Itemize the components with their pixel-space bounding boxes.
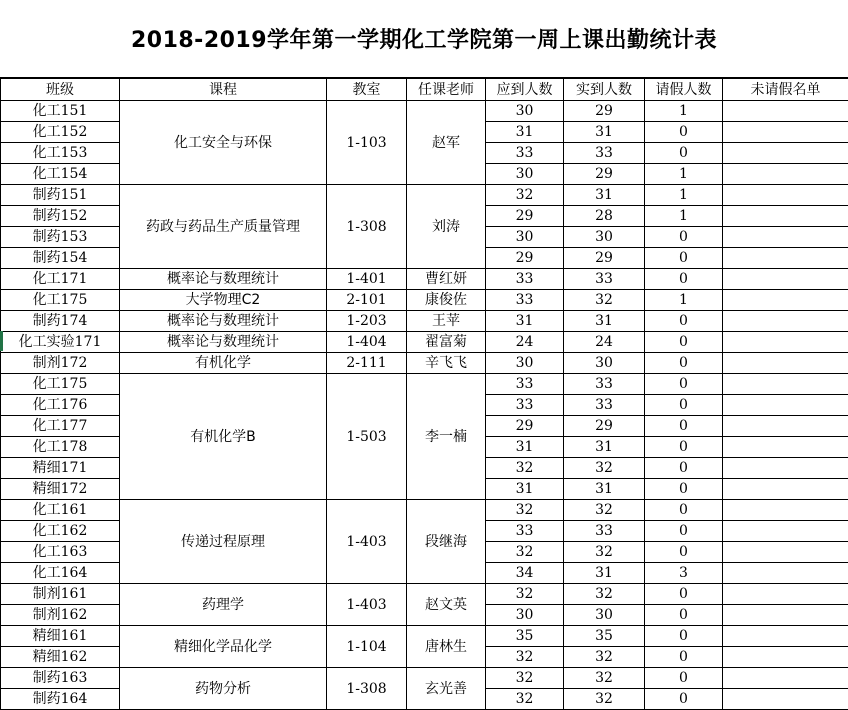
table-row — [1, 626, 848, 647]
cell-actual[interactable]: 32 — [564, 290, 645, 311]
cell-leave[interactable]: 0 — [645, 311, 723, 332]
cell-course[interactable]: 概率论与数理统计 — [120, 332, 327, 353]
cell-expected[interactable]: 33 — [486, 395, 564, 416]
cell-room[interactable]: 1-308 — [327, 185, 407, 269]
cell-actual[interactable]: 31 — [564, 563, 645, 584]
cell-leave[interactable]: 0 — [645, 500, 723, 521]
cell-course[interactable]: 大学物理C2 — [120, 290, 327, 311]
table-row — [1, 311, 848, 332]
cell-absent-list[interactable] — [723, 122, 848, 143]
cell-absent-list[interactable] — [723, 437, 848, 458]
cell-expected[interactable]: 24 — [486, 332, 564, 353]
cell-absent-list[interactable] — [723, 101, 848, 122]
cell-class[interactable]: 化工实验171 — [1, 332, 120, 353]
table-row — [1, 668, 848, 689]
cell-course[interactable]: 有机化学 — [120, 353, 327, 374]
cell-room[interactable]: 1-103 — [327, 101, 407, 185]
cell-actual[interactable]: 29 — [564, 248, 645, 269]
cell-course[interactable]: 化工安全与环保 — [120, 101, 327, 185]
cell-leave[interactable]: 0 — [645, 689, 723, 710]
cell-expected[interactable]: 30 — [486, 353, 564, 374]
cell-leave[interactable]: 1 — [645, 164, 723, 185]
cell-actual[interactable]: 32 — [564, 542, 645, 563]
cell-class[interactable]: 化工163 — [1, 542, 120, 563]
cell-teacher[interactable]: 唐林生 — [407, 626, 486, 668]
table-row — [1, 374, 848, 395]
cell-actual[interactable]: 32 — [564, 458, 645, 479]
table-row — [1, 185, 848, 206]
cell-leave[interactable]: 0 — [645, 395, 723, 416]
cell-expected[interactable]: 32 — [486, 647, 564, 668]
cell-class[interactable]: 化工162 — [1, 521, 120, 542]
cell-teacher[interactable]: 曹红妍 — [407, 269, 486, 290]
cell-teacher[interactable]: 段继海 — [407, 500, 486, 584]
cell-actual[interactable]: 32 — [564, 668, 645, 689]
cell-leave[interactable]: 0 — [645, 143, 723, 164]
table-row — [1, 290, 848, 311]
cell-expected[interactable]: 33 — [486, 374, 564, 395]
cell-leave[interactable]: 1 — [645, 206, 723, 227]
cell-class[interactable]: 制药152 — [1, 206, 120, 227]
cell-expected[interactable]: 31 — [486, 437, 564, 458]
cell-actual[interactable]: 32 — [564, 584, 645, 605]
cell-leave[interactable]: 0 — [645, 269, 723, 290]
cell-leave[interactable]: 0 — [645, 668, 723, 689]
cell-class[interactable]: 制剂162 — [1, 605, 120, 626]
cell-absent-list[interactable] — [723, 521, 848, 542]
cell-room[interactable]: 1-503 — [327, 374, 407, 500]
cell-absent-list[interactable] — [723, 479, 848, 500]
cell-expected[interactable]: 32 — [486, 689, 564, 710]
cell-absent-list[interactable] — [723, 416, 848, 437]
cell-leave[interactable]: 1 — [645, 290, 723, 311]
cell-absent-list[interactable] — [723, 164, 848, 185]
cell-class[interactable]: 制药164 — [1, 689, 120, 710]
attendance-table — [0, 78, 848, 710]
cell-class[interactable]: 制剂161 — [1, 584, 120, 605]
cell-course[interactable]: 概率论与数理统计 — [120, 311, 327, 332]
cell-teacher[interactable]: 赵文英 — [407, 584, 486, 626]
cell-expected[interactable]: 35 — [486, 626, 564, 647]
cell-class[interactable]: 制剂172 — [1, 353, 120, 374]
cell-class[interactable]: 制药174 — [1, 311, 120, 332]
cell-expected[interactable]: 34 — [486, 563, 564, 584]
cell-actual[interactable]: 28 — [564, 206, 645, 227]
cell-class[interactable]: 精细171 — [1, 458, 120, 479]
cell-room[interactable]: 1-404 — [327, 332, 407, 353]
cell-class[interactable]: 化工161 — [1, 500, 120, 521]
cell-expected[interactable]: 30 — [486, 164, 564, 185]
cell-leave[interactable]: 0 — [645, 521, 723, 542]
cell-leave[interactable]: 0 — [645, 353, 723, 374]
table-row — [1, 500, 848, 521]
cell-class[interactable]: 精细172 — [1, 479, 120, 500]
cell-class[interactable]: 化工178 — [1, 437, 120, 458]
table-row — [1, 269, 848, 290]
cell-class[interactable]: 精细161 — [1, 626, 120, 647]
cell-class[interactable]: 制药151 — [1, 185, 120, 206]
cell-teacher[interactable]: 玄光善 — [407, 668, 486, 710]
cell-leave[interactable]: 0 — [645, 248, 723, 269]
cell-actual[interactable]: 33 — [564, 521, 645, 542]
cell-actual[interactable]: 24 — [564, 332, 645, 353]
cell-absent-list[interactable] — [723, 500, 848, 521]
header-teacher[interactable]: 任课老师 — [407, 79, 486, 101]
cell-expected[interactable]: 31 — [486, 479, 564, 500]
cell-absent-list[interactable] — [723, 395, 848, 416]
cell-absent-list[interactable] — [723, 689, 848, 710]
cell-absent-list[interactable] — [723, 206, 848, 227]
cell-actual[interactable]: 29 — [564, 164, 645, 185]
cell-actual[interactable]: 32 — [564, 647, 645, 668]
cell-leave[interactable]: 1 — [645, 185, 723, 206]
cell-leave[interactable]: 3 — [645, 563, 723, 584]
cell-absent-list[interactable] — [723, 563, 848, 584]
cell-course[interactable]: 药政与药品生产质量管理 — [120, 185, 327, 269]
cell-room[interactable]: 1-403 — [327, 584, 407, 626]
cell-leave[interactable]: 0 — [645, 227, 723, 248]
cell-class[interactable]: 化工175 — [1, 290, 120, 311]
cell-room[interactable]: 1-308 — [327, 668, 407, 710]
cell-expected[interactable]: 33 — [486, 143, 564, 164]
cell-expected[interactable]: 29 — [486, 206, 564, 227]
header-expected[interactable]: 应到人数 — [486, 79, 564, 101]
cell-teacher[interactable]: 康俊佐 — [407, 290, 486, 311]
cell-expected[interactable]: 29 — [486, 416, 564, 437]
cell-absent-list[interactable] — [723, 248, 848, 269]
cell-leave[interactable]: 0 — [645, 374, 723, 395]
cell-class[interactable]: 化工175 — [1, 374, 120, 395]
cell-expected[interactable]: 32 — [486, 542, 564, 563]
cell-actual[interactable]: 33 — [564, 269, 645, 290]
cell-actual[interactable]: 31 — [564, 311, 645, 332]
header-class[interactable]: 班级 — [1, 79, 120, 101]
cell-class[interactable]: 化工176 — [1, 395, 120, 416]
cell-actual[interactable]: 31 — [564, 185, 645, 206]
table-row — [1, 101, 848, 122]
cell-actual[interactable]: 30 — [564, 605, 645, 626]
cell-class[interactable]: 精细162 — [1, 647, 120, 668]
cell-room[interactable]: 1-203 — [327, 311, 407, 332]
cell-absent-list[interactable] — [723, 227, 848, 248]
header-room[interactable]: 教室 — [327, 79, 407, 101]
cell-teacher[interactable]: 翟富菊 — [407, 332, 486, 353]
cell-actual[interactable]: 35 — [564, 626, 645, 647]
cell-actual[interactable]: 32 — [564, 500, 645, 521]
cell-absent-list[interactable] — [723, 269, 848, 290]
cell-leave[interactable]: 0 — [645, 605, 723, 626]
cell-room[interactable]: 1-401 — [327, 269, 407, 290]
cell-leave[interactable]: 0 — [645, 584, 723, 605]
cell-expected[interactable]: 33 — [486, 290, 564, 311]
cell-class[interactable]: 化工153 — [1, 143, 120, 164]
table-row — [1, 353, 848, 374]
cell-actual[interactable]: 30 — [564, 353, 645, 374]
cell-expected[interactable]: 32 — [486, 185, 564, 206]
cell-actual[interactable]: 33 — [564, 374, 645, 395]
cell-actual[interactable]: 30 — [564, 227, 645, 248]
cell-class[interactable]: 制药153 — [1, 227, 120, 248]
table-row — [1, 332, 848, 353]
cell-class[interactable]: 化工154 — [1, 164, 120, 185]
cell-class[interactable]: 化工177 — [1, 416, 120, 437]
cell-absent-list[interactable] — [723, 143, 848, 164]
cell-class[interactable]: 化工151 — [1, 101, 120, 122]
sheet-title[interactable]: 2018-2019学年第一学期化工学院第一周上课出勤统计表 — [0, 0, 848, 78]
cell-absent-list[interactable] — [723, 332, 848, 353]
cell-absent-list[interactable] — [723, 668, 848, 689]
cell-class[interactable]: 制药154 — [1, 248, 120, 269]
cell-leave[interactable]: 0 — [645, 479, 723, 500]
cell-room[interactable]: 2-111 — [327, 353, 407, 374]
cell-course[interactable]: 药理学 — [120, 584, 327, 626]
cell-expected[interactable]: 33 — [486, 521, 564, 542]
cell-expected[interactable]: 30 — [486, 605, 564, 626]
cell-actual[interactable]: 33 — [564, 395, 645, 416]
cell-teacher[interactable]: 辛飞飞 — [407, 353, 486, 374]
header-absent-list[interactable]: 未请假名单 — [723, 79, 848, 101]
cell-course[interactable]: 药物分析 — [120, 668, 327, 710]
cell-absent-list[interactable] — [723, 353, 848, 374]
table-row — [1, 584, 848, 605]
cell-absent-list[interactable] — [723, 290, 848, 311]
header-actual[interactable]: 实到人数 — [564, 79, 645, 101]
cell-absent-list[interactable] — [723, 185, 848, 206]
cell-expected[interactable]: 30 — [486, 101, 564, 122]
cell-expected[interactable]: 32 — [486, 458, 564, 479]
cell-teacher[interactable]: 刘涛 — [407, 185, 486, 269]
cell-course[interactable]: 概率论与数理统计 — [120, 269, 327, 290]
cell-absent-list[interactable] — [723, 647, 848, 668]
cell-absent-list[interactable] — [723, 542, 848, 563]
cell-actual[interactable]: 29 — [564, 101, 645, 122]
cell-teacher[interactable]: 王苹 — [407, 311, 486, 332]
cell-expected[interactable]: 31 — [486, 311, 564, 332]
cell-class[interactable]: 制药163 — [1, 668, 120, 689]
cell-expected[interactable]: 29 — [486, 248, 564, 269]
row-selection-marker — [0, 331, 3, 351]
cell-leave[interactable]: 0 — [645, 626, 723, 647]
header-course[interactable]: 课程 — [120, 79, 327, 101]
cell-absent-list[interactable] — [723, 626, 848, 647]
cell-leave[interactable]: 0 — [645, 437, 723, 458]
cell-expected[interactable]: 32 — [486, 668, 564, 689]
cell-expected[interactable]: 30 — [486, 227, 564, 248]
cell-room[interactable]: 1-403 — [327, 500, 407, 584]
cell-expected[interactable]: 31 — [486, 122, 564, 143]
cell-teacher[interactable]: 赵军 — [407, 101, 486, 185]
cell-teacher[interactable]: 李一楠 — [407, 374, 486, 500]
cell-leave[interactable]: 0 — [645, 332, 723, 353]
cell-absent-list[interactable] — [723, 374, 848, 395]
cell-expected[interactable]: 32 — [486, 500, 564, 521]
cell-actual[interactable]: 31 — [564, 122, 645, 143]
cell-absent-list[interactable] — [723, 458, 848, 479]
cell-actual[interactable]: 31 — [564, 437, 645, 458]
cell-leave[interactable]: 0 — [645, 458, 723, 479]
cell-class[interactable]: 化工164 — [1, 563, 120, 584]
cell-expected[interactable]: 33 — [486, 269, 564, 290]
cell-course[interactable]: 精细化学品化学 — [120, 626, 327, 668]
cell-class[interactable]: 化工152 — [1, 122, 120, 143]
cell-absent-list[interactable] — [723, 584, 848, 605]
cell-actual[interactable]: 33 — [564, 143, 645, 164]
header-leave[interactable]: 请假人数 — [645, 79, 723, 101]
cell-absent-list[interactable] — [723, 605, 848, 626]
header-row — [1, 79, 848, 101]
cell-room[interactable]: 1-104 — [327, 626, 407, 668]
cell-actual[interactable]: 31 — [564, 479, 645, 500]
cell-leave[interactable]: 0 — [645, 542, 723, 563]
cell-expected[interactable]: 32 — [486, 584, 564, 605]
cell-actual[interactable]: 29 — [564, 416, 645, 437]
cell-leave[interactable]: 0 — [645, 647, 723, 668]
cell-actual[interactable]: 32 — [564, 689, 645, 710]
cell-class[interactable]: 化工171 — [1, 269, 120, 290]
cell-course[interactable]: 有机化学B — [120, 374, 327, 500]
cell-room[interactable]: 2-101 — [327, 290, 407, 311]
cell-leave[interactable]: 1 — [645, 101, 723, 122]
cell-course[interactable]: 传递过程原理 — [120, 500, 327, 584]
cell-leave[interactable]: 0 — [645, 122, 723, 143]
cell-absent-list[interactable] — [723, 311, 848, 332]
cell-leave[interactable]: 0 — [645, 416, 723, 437]
